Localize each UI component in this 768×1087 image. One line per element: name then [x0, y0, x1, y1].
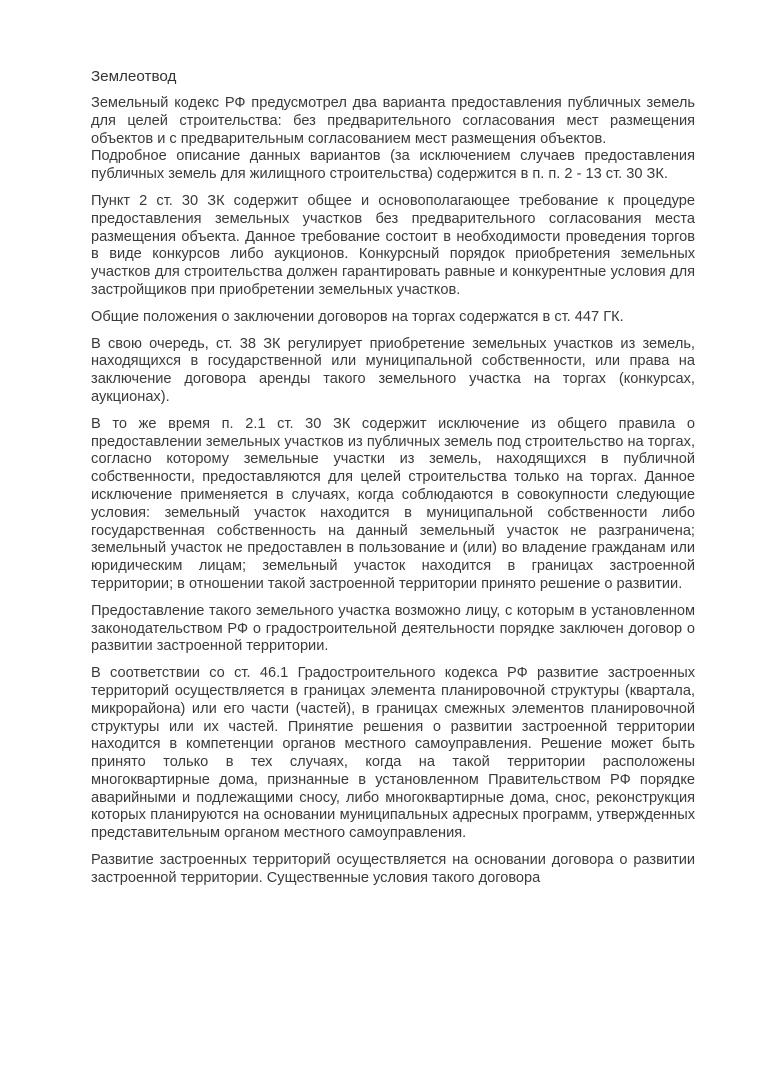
paragraph [91, 665, 695, 843]
paragraph-text: Подробное описание данных вариантов (за исключением случаев предоставления публичных земель для жилищного строительства) содержится в п. п. 2 - 13 ст. 30 ЗК. [91, 148, 695, 183]
paragraph [91, 852, 695, 888]
paragraph-text: Земельный кодекс РФ предусмотрел два варианта предоставления публичных земель для целей строительства: без предварительного согласования мест размещения объектов и с предварительным согласованием мест размещения объектов. [91, 95, 695, 147]
paragraph-text: В соответствии со ст. 46.1 Градостроительного кодекса РФ развитие застроенных территорий осуществляется в границах элемента планировочной структуры (квартала, микрорайона) или его части (частей), в границах смежных элементов планировочной структуры или их частей. Принятие решения о развитии застроенной территории находится в компетенции органов местного самоуправления. Решение может быть принято только в тех случаях, когда на такой территории расположены многоквартирные дома, признанные в установленном Правительством РФ порядке аварийными и подлежащими сносу, либо многоквартирные дома, снос, реконструкция которых планируются на основании муниципальных адресных программ, утвержденных представительным органом местного самоуправления. [91, 665, 695, 842]
document-title: Землеотвод [91, 68, 177, 85]
paragraph-text: Общие положения о заключении договоров на торгах содержатся в ст. 447 ГК. [91, 308, 624, 325]
paragraph-text: В то же время п. 2.1 ст. 30 ЗК содержит исключение из общего правила о предоставлении земельных участков из публичных земель под строительство на торгах, согласно которому земельные участки из земель, находящихся в публичной собственности, предоставляются для целей строительства только на торгах. Данное исключение применяется в случаях, когда соблюдаются в совокупности следующие условия: земельный участок находится в муниципальной собственности либо государственная собственность на данный земельный участок не разграничена; земельный участок не предоставлен в пользование и (или) во владение гражданам или юридическим лицам; земельный участок находится в границах застроенной территории; в отношении такой застроенной территории принято решение о развитии. [91, 415, 695, 592]
paragraph-text: Предоставление такого земельного участка возможно лицу, с которым в установленном законодательством РФ о градостроительной деятельности порядке заключен договор о развитии застроенной территории. [91, 602, 695, 655]
paragraph [91, 309, 695, 327]
paragraph-text: Развитие застроенных территорий осуществляется на основании договора о развитии застроенной территории. Существенные условия такого договора [91, 852, 695, 886]
paragraph-text: В свою очередь, ст. 38 ЗК регулирует приобретение земельных участков из земель, находящихся в государственной или муниципальной собственности, или права на заключение договора аренды такого земельного участка на торгах (конкурсах, аукционах). [91, 335, 695, 405]
paragraph [91, 416, 695, 594]
paragraph [91, 603, 695, 656]
paragraph [91, 193, 695, 300]
paragraph-text: Пункт 2 ст. 30 ЗК содержит общее и основополагающее требование к процедуре предоставления земельных участков без предварительного согласования места размещения объекта. Данное требование состоит в необходимости проведения торгов в виде конкурсов либо аукционов. Конкурсный порядок приобретения земельных участков для строительства должен гарантировать равные и конкурентные условия для застройщиков при приобретении земельных участков. [91, 192, 695, 298]
paragraph [91, 336, 695, 407]
paragraph [91, 95, 695, 184]
document-page [91, 68, 695, 897]
